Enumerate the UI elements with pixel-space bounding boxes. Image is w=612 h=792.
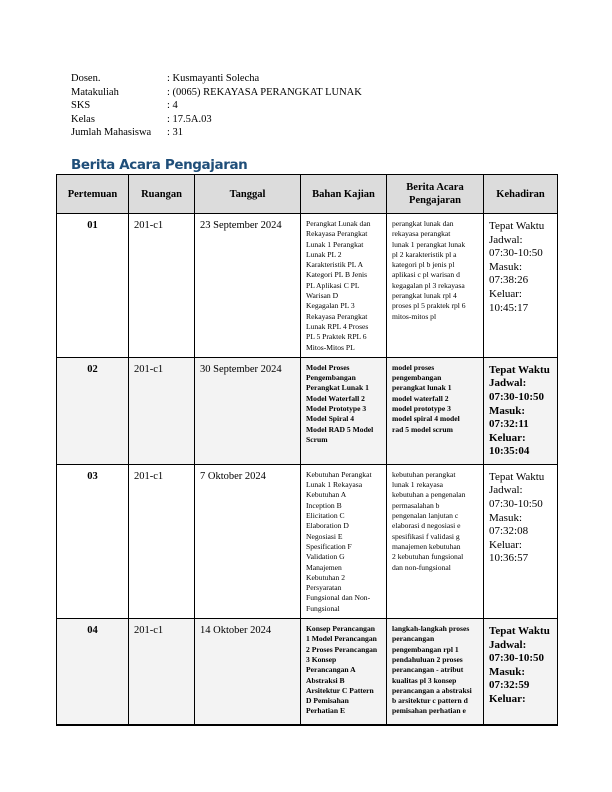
info-row-jumlah-mahasiswa [71, 126, 362, 140]
bahan-kajian-cell [301, 619, 387, 726]
course-info [71, 72, 362, 140]
text-line: Pengembangan [306, 373, 356, 383]
text-line: lunak 1 perangkat lunak [392, 239, 466, 249]
info-label: Kelas [71, 113, 95, 125]
text-line: dan non-fungsional [392, 562, 451, 572]
tanggal-cell: 23 September 2024 [195, 214, 301, 358]
bahan-kajian-cell [301, 464, 387, 618]
text-line: model spiral 4 model [392, 414, 460, 424]
text-line: Tepat Waktu [489, 625, 550, 638]
text-line: Jadwal: [489, 638, 527, 651]
text-line: elaborasi d negosiasi e [392, 521, 461, 531]
kehadiran-cell [484, 214, 558, 358]
text-line: Lunak 1 Perangkat [306, 239, 364, 249]
text-line: 07:32:59 [489, 679, 530, 692]
teaching-record-table [56, 174, 558, 726]
info-label: Matakuliah [71, 86, 119, 98]
text-line: kegagalan pl 3 rekayasa [392, 280, 465, 290]
table-body [57, 214, 558, 726]
text-line: Jadwal: [489, 233, 523, 246]
text-line: Kebutuhan A [306, 490, 347, 500]
text-line: langkah-langkah proses [392, 624, 470, 634]
text-line: Persyaratan [306, 583, 342, 593]
text-line: 07:30-10:50 [489, 247, 543, 260]
text-line: Masuk: [489, 260, 522, 273]
info-row-sks [71, 99, 362, 113]
text-line: Tepat Waktu [489, 363, 550, 376]
text-line: Masuk: [489, 404, 526, 417]
text-line: Kategori PL B Jenis [306, 270, 368, 280]
text-line: Jadwal: [489, 484, 523, 497]
bahan-kajian-cell [301, 214, 387, 358]
text-line: Perancangan A [306, 665, 356, 675]
text-line: pl 2 karakteristik pl a [392, 249, 457, 259]
text-line: Warisan D [306, 291, 339, 301]
text-line: pengembangan [392, 373, 442, 383]
text-line: Arsitektur C Pattern [306, 685, 374, 695]
text-line: Model Proses [306, 362, 350, 372]
info-value: : (0065) REKAYASA PERANGKAT LUNAK [167, 86, 362, 98]
text-line: Keluar: [489, 431, 526, 444]
text-line: 10:35:04 [489, 445, 530, 458]
text-line: Mitos-Mitos PL [306, 342, 355, 352]
text-line: D Pemisahan [306, 696, 349, 706]
text-line: PL Aplikasi C PL [306, 280, 360, 290]
tanggal-cell: 30 September 2024 [195, 357, 301, 464]
text-line: rekayasa perangkat [392, 229, 451, 239]
bahan-kajian-cell [301, 357, 387, 464]
kehadiran-cell [484, 357, 558, 464]
text-line: Keluar: [489, 287, 522, 300]
text-line: Tepat Waktu [489, 220, 545, 232]
text-line: Lunak 1 Rekayasa [306, 480, 363, 490]
text-line: Scrum [306, 434, 328, 444]
text-line: 10:45:17 [489, 301, 529, 314]
text-line: perangkat lunak dan [392, 219, 454, 228]
text-line: Fungsional [306, 603, 340, 613]
header-bahan-kajian: Bahan Kajian [301, 175, 387, 214]
text-line: 07:38:26 [489, 274, 529, 287]
text-line: perancangan [392, 634, 435, 644]
text-line: permasalahan b [392, 500, 440, 510]
text-line: perangkat lunak rpl 4 [392, 291, 457, 301]
table-row [57, 214, 558, 358]
text-line: Keluar: [489, 538, 522, 551]
text-line: Negosiasi E [306, 531, 343, 541]
text-line: 2 Proses Perancangan [306, 644, 378, 654]
text-line: perancangan - atribut [392, 665, 464, 675]
text-line: pengembangan rpl 1 [392, 644, 459, 654]
header-tanggal: Tanggal [195, 175, 301, 214]
kehadiran-cell [484, 464, 558, 618]
text-line: pemisahan perhatian e [392, 706, 466, 716]
text-line: Fungsional dan Non- [306, 593, 371, 603]
info-value: : Kusmayanti Solecha [167, 73, 260, 84]
ruangan-cell: 201-c1 [129, 214, 195, 358]
text-line: Konsep Perancangan [306, 624, 375, 634]
info-value: : 31 [167, 127, 184, 139]
text-line: Rekayasa Perangkat [306, 311, 368, 321]
text-line: Model Waterfall 2 [306, 393, 365, 403]
text-line: 07:30-10:50 [489, 391, 544, 404]
text-line: pendahuluan 2 proses [392, 654, 463, 664]
text-line: Lunak RPL 4 Proses [306, 321, 369, 331]
info-value: : 4 [167, 100, 178, 112]
section-title: Berita Acara Pengajaran [71, 157, 248, 173]
info-label: Dosen. [71, 73, 101, 84]
text-line: Elaboration D [306, 521, 349, 531]
text-line: kategori pl b jenis pl [392, 260, 455, 270]
text-line: lunak 1 rekayasa [392, 480, 444, 490]
text-line: Kegagalan PL 3 [306, 301, 355, 311]
text-line: Model RAD 5 Model [306, 424, 374, 434]
text-line: proses pl 5 praktek rpl 6 [392, 301, 466, 311]
info-row-dosen [71, 72, 362, 86]
text-line: perancangan a abstraksi [392, 685, 472, 695]
text-line: 2 kebutuhan fungsional [392, 552, 464, 562]
table-header-row [57, 175, 558, 214]
text-line: Kebutuhan Perangkat [306, 469, 372, 479]
text-line: Masuk: [489, 665, 526, 678]
header-pertemuan: Pertemuan [57, 175, 129, 214]
text-line: Abstraksi B [306, 675, 345, 685]
info-row-matakuliah [71, 86, 362, 100]
text-line: spesifikasi f validasi g [392, 531, 460, 541]
text-line: 10:36:57 [489, 552, 529, 565]
info-label: Jumlah Mahasiswa [71, 127, 152, 139]
info-value: : 17.5A.03 [167, 113, 212, 125]
pertemuan-cell: 02 [57, 357, 129, 464]
text-line: kebutuhan perangkat [392, 469, 456, 479]
text-line: Masuk: [489, 511, 522, 524]
header-ruangan: Ruangan [129, 175, 195, 214]
text-line: aplikasi c pl warisan d [392, 270, 460, 280]
text-line: model proses [392, 362, 435, 372]
text-line: Perangkat Lunak dan [306, 219, 371, 228]
text-line: Inception B [306, 500, 342, 510]
table-row [57, 619, 558, 726]
tanggal-cell: 14 Oktober 2024 [195, 619, 301, 726]
text-line: Jadwal: [489, 377, 527, 390]
text-line: Model Spiral 4 [306, 414, 355, 424]
ruangan-cell: 201-c1 [129, 464, 195, 618]
text-line: mitos-mitos pl [392, 311, 437, 321]
pertemuan-cell: 01 [57, 214, 129, 358]
text-line: PL 5 Praktek RPL 6 [306, 332, 367, 342]
text-line: Tepat Waktu [489, 470, 545, 483]
text-line: Perangkat Lunak 1 [306, 383, 369, 393]
text-line: Karakteristik PL A [306, 260, 364, 270]
info-label: SKS [71, 100, 91, 112]
text-line: model waterfall 2 [392, 393, 449, 403]
text-line: 1 Model Perancangan [306, 634, 377, 644]
text-line: 07:32:08 [489, 525, 529, 538]
ruangan-cell: 201-c1 [129, 357, 195, 464]
text-line: manajemen kebutuhan [392, 541, 461, 551]
pertemuan-cell: 04 [57, 619, 129, 726]
text-line: model prototype 3 [392, 404, 451, 414]
tanggal-cell: 7 Oktober 2024 [195, 464, 301, 618]
header-berita-acara: Berita Acara Pengajaran [387, 175, 484, 214]
table-row [57, 464, 558, 618]
info-row-kelas [71, 113, 362, 127]
ruangan-cell: 201-c1 [129, 619, 195, 726]
text-line: Manajemen [306, 562, 342, 572]
text-line: 3 Konsep [306, 654, 337, 664]
text-line: rad 5 model scrum [392, 424, 453, 434]
text-line: Lunak PL 2 [306, 249, 342, 259]
text-line: b arsitektur c pattern d [392, 696, 468, 706]
text-line: Keluar: [489, 692, 526, 705]
berita-acara-cell [387, 619, 484, 726]
berita-acara-cell [387, 357, 484, 464]
text-line: 07:30-10:50 [489, 652, 544, 665]
header-kehadiran: Kehadiran [484, 175, 558, 214]
berita-acara-cell [387, 214, 484, 358]
text-line: Kebutuhan 2 [306, 572, 346, 582]
text-line: Validation G [306, 552, 345, 562]
text-line: perangkat lunak 1 [392, 383, 452, 393]
text-line: kebutuhan a pengenalan [392, 490, 466, 500]
text-line: Elicitation C [306, 511, 345, 521]
kehadiran-cell [484, 619, 558, 726]
text-line: Perhatian E [306, 706, 346, 716]
text-line: Spesification F [306, 541, 352, 551]
text-line: 07:30-10:50 [489, 498, 543, 511]
text-line: 07:32:11 [489, 418, 529, 431]
text-line: kualitas pl 3 konsep [392, 675, 457, 685]
berita-acara-cell [387, 464, 484, 618]
pertemuan-cell: 03 [57, 464, 129, 618]
text-line: Model Prototype 3 [306, 404, 367, 414]
table-row [57, 357, 558, 464]
text-line: Rekayasa Perangkat [306, 229, 368, 239]
text-line: pengenalan lanjutan c [392, 511, 459, 521]
